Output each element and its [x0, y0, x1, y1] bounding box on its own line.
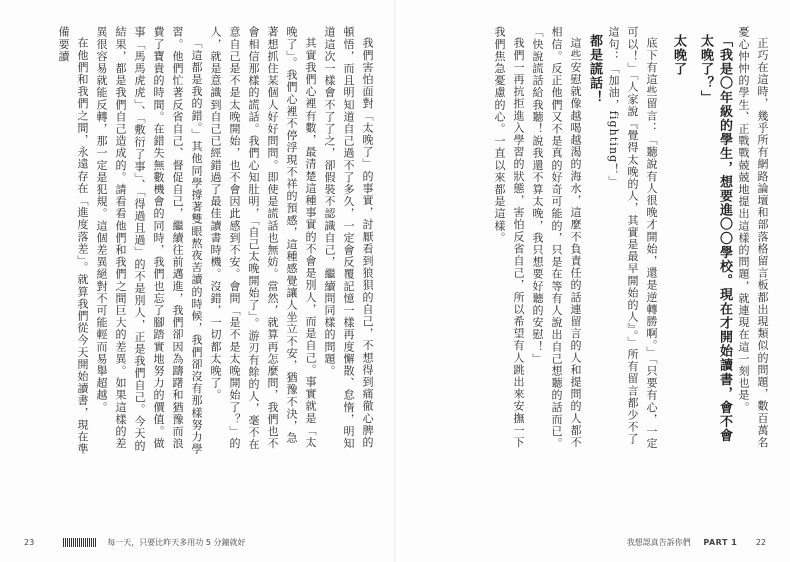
- left-footer: [24, 537, 253, 548]
- section-title: 我想認真告訴你們: [626, 538, 691, 547]
- body-paragraph: 其實我們心裡有數，最清楚這種事實的不會是別人，而是自己。事實就是「太晚了」。我們心裡不停浮現不祥的預感，這種感覺讓人坐立不安，猶豫不決，急著想抓住某個人好好問問。即使是謊話也無妨。當然，就算再怎麼問，我們也不會相信那樣的謊話。我們心知肚明，「自己太晚開始了」。游刃有餘的人，毫不在意自己是不是太晚開始，也不會因此感到不安。會問「是不是太晚開始了？」的人，就是意識到自己已經錯過了最佳讀書時機。沒錯，一切都太晚了。: [209, 26, 317, 451]
- right-page-text: [420, 26, 772, 456]
- body-paragraph: 在他們和我們之間，永遠存在「進度落差」。就算我們從今天開始讀書，現在準備要讀: [57, 26, 89, 455]
- part-label: PART 1: [703, 538, 738, 547]
- emphasis-line: 都是謊話！: [587, 34, 602, 105]
- body-paragraph: 底下有這些留言：「聽說有人很晚才開始，還是逆轉勝啊。」「只要有心，一定可以！」「人家說『覺得太晚的人，其實是最早開始的人』。」所有留言都少不了這句：「加油，fighting！」: [607, 26, 658, 450]
- right-page: [396, 0, 790, 562]
- barcode-lines-icon: [63, 538, 97, 547]
- left-page: [0, 0, 394, 562]
- body-paragraph: 我們害怕面對「太晚了」的事實，討厭看到狼狽的自己，不想得到痛徹心脾的頓悟，而且明知道自己過不了多久，一定會反覆記憶一樣再度懈散、怠惰，明知道這次一樣會不了了之，卻假裝不認識自己，繼續問同樣的問題。: [323, 26, 374, 450]
- body-paragraph: 「這都是我的錯。」其他同學撐著雙眼熬夜苦讀的時候，我們卻沒有那樣努力學習。他們忙著反省自己、督促自己，繼續往前邁進，我們卻因為躊躇和猶豫而浪費了寶貴的時間。在錯失無數機會的同時，我們也忘了腳踏實地努力的價值。做事「馬馬虎虎」、「敷衍了事」、「得過且過」的不是別人，正是我們自己。今天的結果，都是我們自己造成的。請看看他們和我們之間巨大的差異。如果這樣的差異很容易就能反轉，那一定是犯規。這個差異絕對不可能輕而易舉超越。: [95, 26, 203, 455]
- quoted-question: 「我是〇年級的學生，想要進〇〇學校。現在才開始讀書，會不會太晚了？」: [698, 34, 732, 443]
- left-page-text: [22, 26, 377, 456]
- page-number: 23: [24, 538, 35, 547]
- body-paragraph: 我們一再抗拒進入學習的狀態，害怕反省自己，所以希望有人跳出來安撫一下我們焦急憂慮的心。一直以來都是這樣。: [493, 26, 525, 449]
- page-number: 22: [755, 538, 766, 547]
- body-paragraph: 正巧在這時，幾乎所有網路論壇和部落格留言板都出現類似的問題，數百萬名憂心忡忡的學生、正戰戰兢兢地提出這樣的問題，就連現在這一刻也是。: [737, 26, 769, 449]
- section-heading: 太晚了: [671, 34, 686, 77]
- body-paragraph: 這些安慰就像越喝越渴的海水，這麼不負責任的話連留言的人和提問的人都不相信。反正他們又不是真的好奇可能的，只是在等有人說出自己想聽的話而已。「快說謊話給我聽！說我還不算太晚，我只想要好聽的安慰！」: [531, 26, 582, 450]
- right-footer: [627, 537, 766, 548]
- running-title: 每一天，只要比昨天多用功 5 分鐘就好: [107, 538, 246, 547]
